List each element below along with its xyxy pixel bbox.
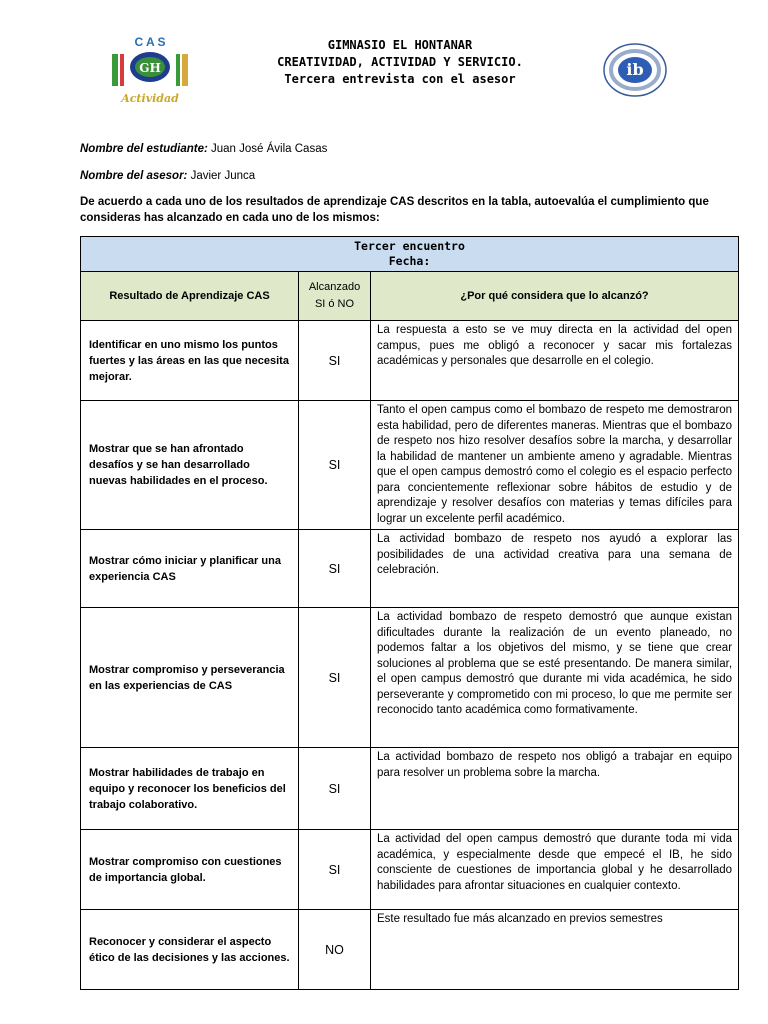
cas-school-logo [106,32,194,110]
table-row [81,608,739,748]
outcome-cell: Mostrar cómo iniciar y planificar una experiencia CAS [81,530,299,608]
advisor-name-label: Nombre del asesor: [80,170,188,182]
table-row [81,401,739,530]
achieved-column-header [299,272,371,321]
student-name-value: Juan José Ávila Casas [211,143,328,155]
column-header-row [81,272,739,321]
table-row [81,321,739,401]
meeting-date-label: Fecha: [388,254,431,268]
achieved-column-title: Alcanzado [308,281,361,293]
reason-cell: La respuesta a esto se ve muy directa en la actividad del open campus, pues me obligó a reconocer y sacar mis fortalezas académicas y personales que desarrolle en el colegio. [371,321,739,401]
outcome-cell: Mostrar que se han afrontado desafíos y se han desarrollado nuevas habilidades en el proceso. [81,401,299,530]
reason-cell: Este resultado fue más alcanzado en previos semestres [371,910,739,990]
table-row [81,748,739,830]
ib-world-school-logo [601,42,669,98]
document-subtitle: Tercera entrevista con el asesor [284,72,516,86]
meeting-title: Tercer encuentro [354,239,465,253]
reason-cell: La actividad bombazo de respeto demostró que aunque existan dificultades durante la realización de un evento planeado, no podemos faltar a los objetivos del mismo, y se tiene que crear soluciones al problema que se esté presentando. De manera similar, el open campus demostró que durante mi vida académica, he sido perseverante y comprometido con mi proceso, lo que me permite ser reconocido tanto académica como formativamente. [371,608,739,748]
table-row [81,910,739,990]
cas-logo-bottom-text: Actividad [121,92,179,105]
cas-logo-top-text: C A S [134,35,166,49]
school-name: GIMNASIO EL HONTANAR [327,38,473,52]
table-row [81,830,739,910]
outcome-cell: Reconocer y considerar el aspecto ético de las decisiones y las acciones. [81,910,299,990]
table-row [81,530,739,608]
advisor-name-field [80,170,255,182]
achieved-cell: SI [299,830,371,910]
reason-cell: La actividad bombazo de respeto nos obligó a trabajar en equipo para resolver un problema sobre la marcha. [371,748,739,830]
achieved-cell: NO [299,910,371,990]
outcome-cell: Identificar en uno mismo los puntos fuertes y las áreas en las que necesita mejorar. [81,321,299,401]
achieved-cell: SI [299,401,371,530]
student-name-field [80,143,327,155]
reason-cell: La actividad bombazo de respeto nos ayudó a explorar las posibilidades de una actividad creativa para una semana de celebración. [371,530,739,608]
achieved-cell: SI [299,608,371,748]
achieved-cell: SI [299,321,371,401]
reason-cell: La actividad del open campus demostró que durante toda mi vida académica, y especialmente desde que empecé el IB, he sido consciente de cuestiones de importancia global y he desarrollado habilidades para afrontar situaciones en cualquier contexto. [371,830,739,910]
reason-cell: Tanto el open campus como el bombazo de respeto me demostraron esta habilidad, pero de diferentes maneras. Mientras que el bombazo de respeto nos hizo resolver desafíos sobre la marcha, y desarrollar la habilidad de mantener un ambiente ameno y agradable. Mientras que el open campus demostró como el colegio es el espacio perfecto para concientemente reflexionar sobre hábitos de estudio y de aprendizaje y resolver desafíos con materias y temas difíciles para lograr un excelente perfil académico. [371,401,739,530]
ib-logo-monogram: ib [626,60,644,79]
achieved-cell: SI [299,748,371,830]
student-name-label: Nombre del estudiante: [80,143,208,155]
meeting-header-row [81,237,739,272]
outcome-cell: Mostrar compromiso con cuestiones de importancia global. [81,830,299,910]
outcome-column-header: Resultado de Aprendizaje CAS [81,272,299,321]
cas-outcomes-table [80,236,739,990]
achieved-column-options: SI ó NO [314,298,355,310]
outcome-cell: Mostrar compromiso y perseverancia en las experiencias de CAS [81,608,299,748]
achieved-cell: SI [299,530,371,608]
program-name: CREATIVIDAD, ACTIVIDAD Y SERVICIO. [277,55,523,69]
meeting-header-cell [81,237,739,272]
cas-logo-monogram: GH [139,61,161,75]
instructions-text: De acuerdo a cada uno de los resultados de aprendizaje CAS descritos en la tabla, autoevalúa el cumplimiento que consideras has alcanzado en cada uno de los mismos: [80,196,709,224]
advisor-name-value: Javier Junca [190,170,256,182]
document-header [200,37,600,88]
outcome-cell: Mostrar habilidades de trabajo en equipo y reconocer los beneficios del trabajo colaborativo. [81,748,299,830]
reason-column-header: ¿Por qué considera que lo alcanzó? [371,272,739,321]
